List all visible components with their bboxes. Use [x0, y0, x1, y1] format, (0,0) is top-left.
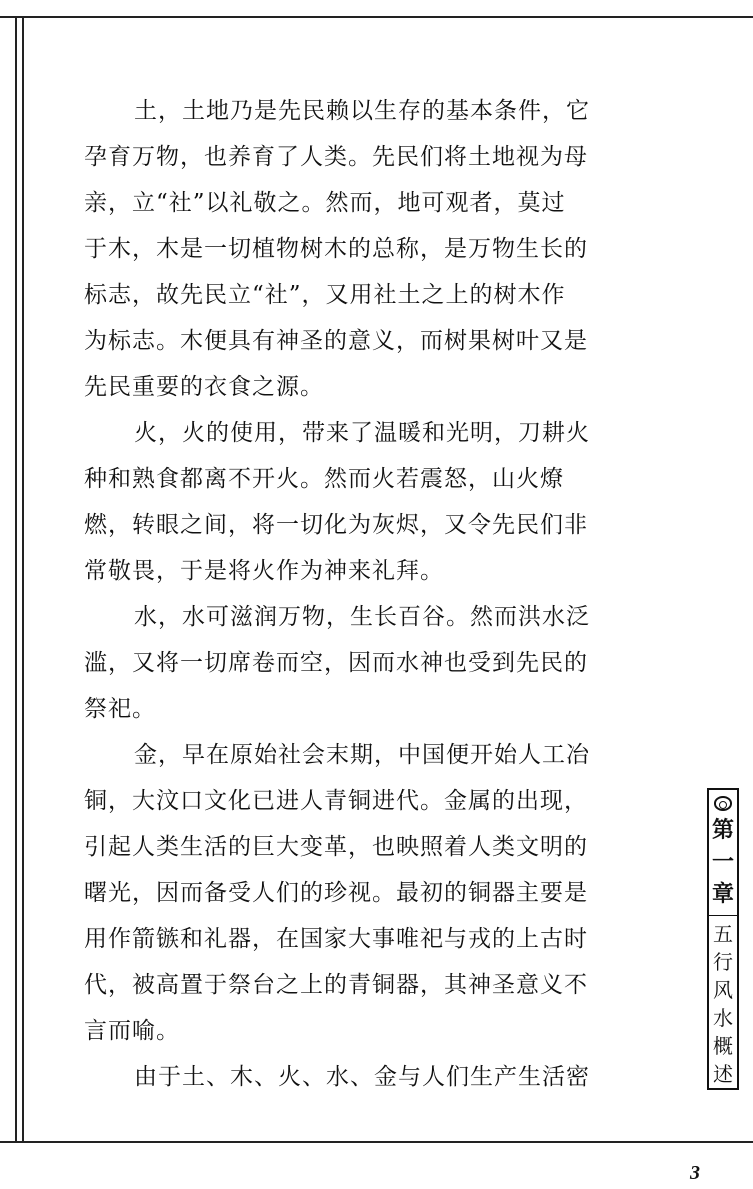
chapter-marker-icon: [714, 796, 732, 811]
chapter-label: [709, 815, 737, 911]
chapter-label-char: 第: [711, 817, 734, 843]
chapter-title: [709, 920, 737, 1088]
text-line: 滥，又将一切席卷而空，因而水神也受到先民的: [84, 650, 588, 676]
text-line: 先民重要的衣食之源。: [84, 374, 324, 400]
left-margin-line-inner: [22, 16, 24, 1143]
text-line: 由于土、木、火、水、金与人们生产生活密: [134, 1064, 590, 1090]
text-line: 代，被高置于祭台之上的青铜器，其神圣意义不: [84, 972, 588, 998]
chapter-title-char: 概: [713, 1034, 733, 1058]
text-line: 标志，故先民立“社”，又用社土之上的树木作: [84, 282, 566, 308]
text-line: 金，早在原始社会末期，中国便开始人工冶: [134, 742, 590, 768]
top-rule: [0, 16, 753, 18]
chapter-label-char: 一: [711, 849, 734, 875]
text-line: 用作箭镞和礼器，在国家大事唯祀与戎的上古时: [84, 926, 588, 952]
text-line: 为标志。木便具有神圣的意义，而树果树叶又是: [84, 328, 588, 354]
chapter-title-char: 风: [713, 978, 733, 1002]
chapter-title-char: 述: [713, 1062, 733, 1086]
chapter-tab-divider: [709, 915, 737, 917]
text-line: 亲，立“社”以礼敬之。然而，地可观者，莫过: [84, 190, 566, 216]
text-line: 于木，木是一切植物树木的总称，是万物生长的: [84, 236, 588, 262]
text-line: 常敬畏，于是将火作为神来礼拜。: [84, 558, 444, 584]
chapter-title-char: 行: [713, 950, 733, 974]
text-line: 祭祀。: [84, 696, 156, 722]
chapter-tab: [707, 788, 739, 1090]
text-line: 铜，大汶口文化已进人青铜进代。金属的出现，: [84, 788, 588, 814]
chapter-title-char: 五: [713, 922, 733, 946]
text-line: 引起人类生活的巨大变革，也映照着人类文明的: [84, 834, 588, 860]
text-line: 曙光，因而备受人们的珍视。最初的铜器主要是: [84, 880, 588, 906]
body-text: [84, 88, 654, 1100]
text-line: 孕育万物，也养育了人类。先民们将土地视为母: [84, 144, 588, 170]
left-margin-line-outer: [15, 16, 17, 1143]
text-line: 燃，转眼之间，将一切化为灰烬，又令先民们非: [84, 512, 588, 538]
bottom-rule: [0, 1141, 753, 1143]
chapter-label-char: 章: [711, 881, 734, 907]
page-number: 3: [690, 1162, 700, 1184]
text-line: 种和熟食都离不开火。然而火若震怒，山火燎: [84, 466, 564, 492]
chapter-title-char: 水: [713, 1006, 733, 1030]
text-line: 水，水可滋润万物，生长百谷。然而洪水泛: [134, 604, 590, 630]
text-line: 火，火的使用，带来了温暖和光明，刀耕火: [134, 420, 590, 446]
text-line: 言而喻。: [84, 1018, 180, 1044]
text-line: 土，土地乃是先民赖以生存的基本条件，它: [134, 98, 590, 124]
